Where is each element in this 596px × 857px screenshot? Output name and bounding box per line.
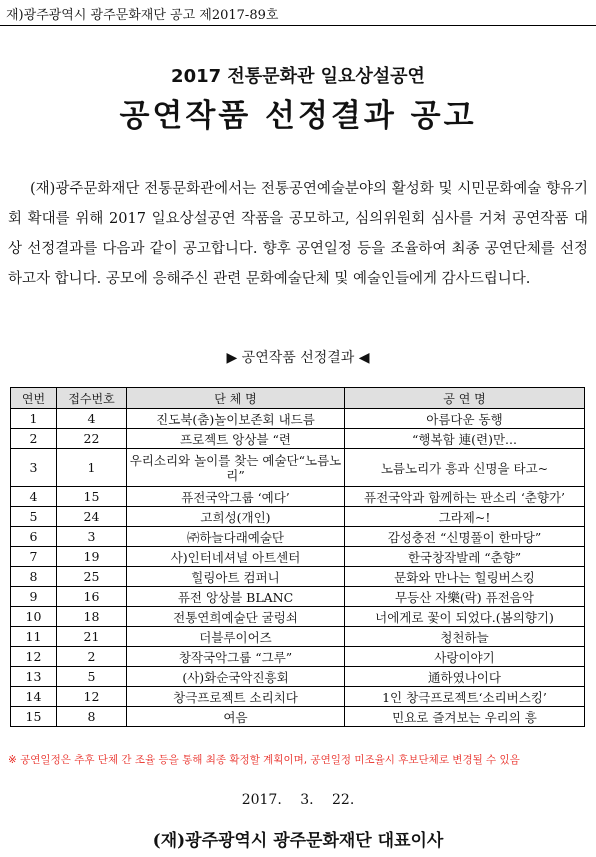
cell-reg: 21 [57,627,127,647]
table-row [11,707,585,727]
header-divider [0,25,596,26]
cell-reg: 8 [57,707,127,727]
table-row [11,567,585,587]
cell-reg: 25 [57,567,127,587]
cell-show: 그라제~! [345,507,585,527]
cell-group: 사)인터네셔널 아트센터 [127,547,345,567]
table-row [11,627,585,647]
cell-reg: 16 [57,587,127,607]
cell-group: ㈜하늘다래예술단 [127,527,345,547]
table-row [11,647,585,667]
signatory: (재)광주광역시 광주문화재단 대표이사 [152,831,444,851]
cell-show: 아름다운 동행 [345,409,585,429]
table-row [11,429,585,449]
cell-group: 진도북(춤)놀이보존회 내드름 [127,409,345,429]
cell-group: 고희성(개인) [127,507,345,527]
cell-no: 12 [11,647,57,667]
cell-no: 13 [11,667,57,687]
table-row [11,487,585,507]
announcement-date: 2017. 3. 22. [241,792,355,808]
cell-reg: 4 [57,409,127,429]
announcement-body: (재)광주문화재단 전통문화관에서는 전통공연예술분야의 활성화 및 시민문화예술 향유기회 확대를 위해 2017 일요상설공연 작품을 공모하고, 심의위원회 심사를 거쳐 공연작품 대상 선정결과를 다음과 같이 공고합니다. 향후 공연일정 등을 조율하여 최종 공연단체를 선정하고자 합니다. 공모에 응해주신 관련 문화예술단체 및 예술인들에게 감사드립니다. [8,181,588,287]
cell-group: 창작국악그룹 “그루” [127,647,345,667]
cell-group: 여음 [127,707,345,727]
cell-no: 6 [11,527,57,547]
cell-group: 프로젝트 앙상블 “련 [127,429,345,449]
table-row [11,547,585,567]
document-subtitle: 2017 전통문화관 일요상설공연 [171,66,425,87]
col-header-no: 연번 [11,388,57,409]
cell-show: “행복함 連(련)만... [345,429,585,449]
cell-reg: 1 [57,449,127,487]
cell-no: 7 [11,547,57,567]
cell-show: 노름노리가 흥과 신명을 타고~ [345,449,585,487]
cell-show: 문화와 만나는 힐링버스킹 [345,567,585,587]
cell-group: 창극프로젝트 소리치다 [127,687,345,707]
cell-group: (사)화순국악진흥회 [127,667,345,687]
cell-no: 9 [11,587,57,607]
document-title: 공연작품 선정결과 공고 [119,98,477,134]
cell-show: 청천하늘 [345,627,585,647]
cell-reg: 2 [57,647,127,667]
cell-show: 너에게로 꽃이 되었다.(봄의향기) [345,607,585,627]
cell-no: 3 [11,449,57,487]
section-heading: ▶ 공연작품 선정결과 ◀ [226,350,370,366]
cell-show: 한국창작발레 “춘향” [345,547,585,567]
cell-reg: 18 [57,607,127,627]
cell-no: 8 [11,567,57,587]
cell-show: 무등산 자樂(락) 퓨전음악 [345,587,585,607]
col-header-reg: 접수번호 [57,388,127,409]
cell-group: 우리소리와 놀이를 찾는 예술단“노름노리” [127,449,345,487]
cell-reg: 5 [57,667,127,687]
cell-no: 11 [11,627,57,647]
col-header-show: 공 연 명 [345,388,585,409]
table-row [11,527,585,547]
cell-reg: 12 [57,687,127,707]
cell-show: 민요로 즐겨보는 우리의 흥 [345,707,585,727]
cell-group: 퓨전국악그룹 ‘예다’ [127,487,345,507]
cell-reg: 15 [57,487,127,507]
table-row [11,507,585,527]
cell-group: 더블루이어즈 [127,627,345,647]
cell-group: 전통연희예술단 굴렁쇠 [127,607,345,627]
cell-show: 사랑이야기 [345,647,585,667]
cell-reg: 24 [57,507,127,527]
cell-show: 通하였나이다 [345,667,585,687]
cell-group: 퓨전 앙상블 BLANC [127,587,345,607]
results-table [10,387,585,727]
cell-show: 1인 창극프로젝트‘소리버스킹’ [345,687,585,707]
cell-show: 감성충전 “신명풀이 한마당” [345,527,585,547]
table-row [11,587,585,607]
table-row [11,667,585,687]
col-header-group: 단 체 명 [127,388,345,409]
cell-reg: 19 [57,547,127,567]
cell-reg: 3 [57,527,127,547]
table-row [11,687,585,707]
table-row [11,409,585,429]
cell-group: 힐링아트 컴퍼니 [127,567,345,587]
schedule-note: ※ 공연일정은 추후 단체 간 조율 등을 통해 최종 확정할 계획이며, 공연일정 미조율시 후보단체로 변경될 수 있음 [8,754,520,766]
cell-no: 14 [11,687,57,707]
cell-no: 1 [11,409,57,429]
notice-number: 재)광주광역시 광주문화재단 공고 제2017-89호 [6,8,279,23]
cell-no: 4 [11,487,57,507]
cell-no: 2 [11,429,57,449]
cell-show: 퓨전국악과 함께하는 판소리 ‘춘향가’ [345,487,585,507]
cell-reg: 22 [57,429,127,449]
table-row [11,607,585,627]
cell-no: 5 [11,507,57,527]
table-header-row [11,388,585,409]
cell-no: 10 [11,607,57,627]
table-row [11,449,585,487]
cell-no: 15 [11,707,57,727]
